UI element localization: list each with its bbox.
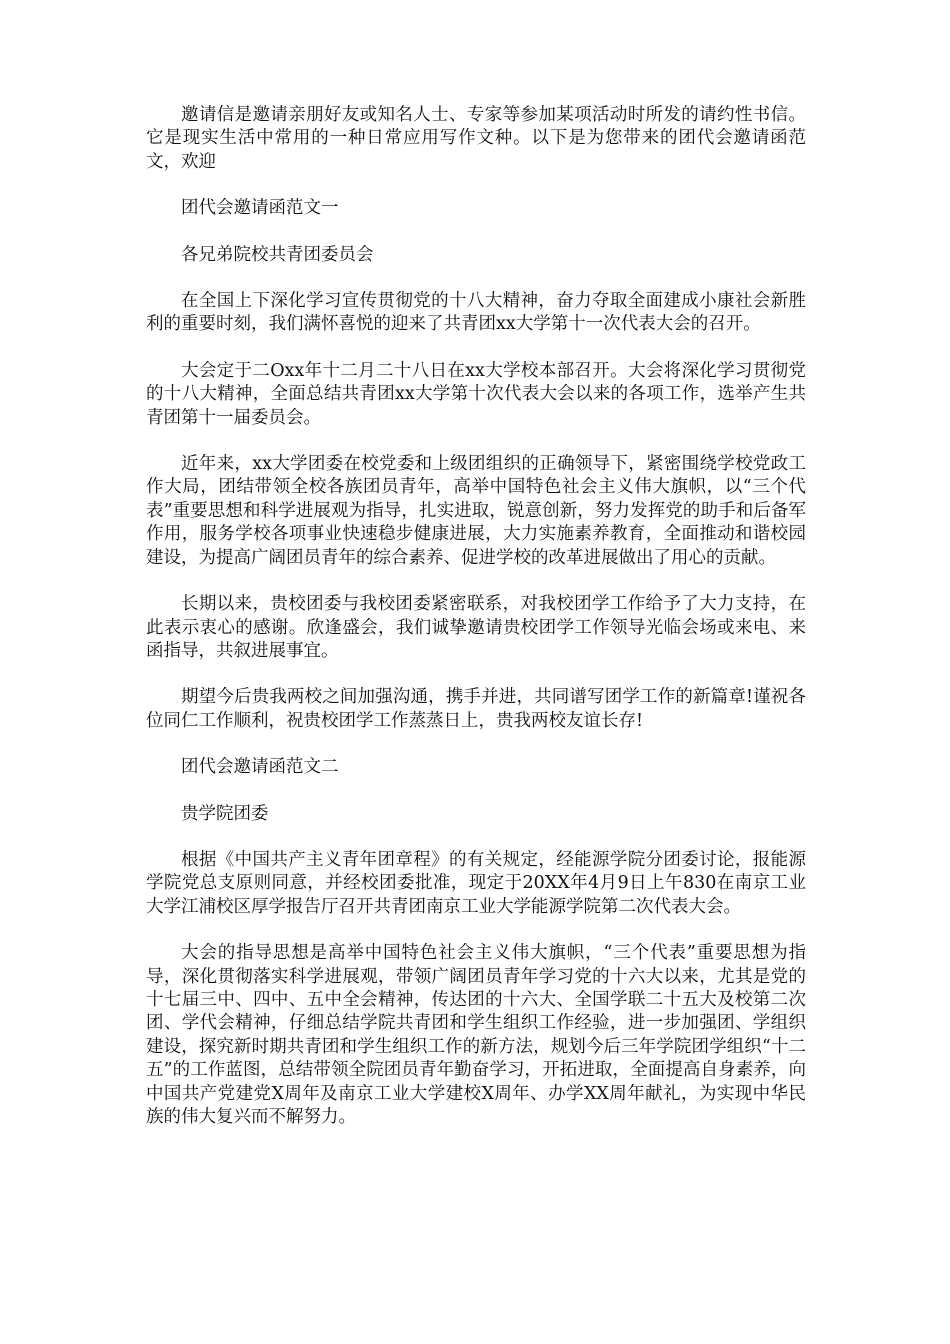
salutation-one: 各兄弟院校共青团委员会 bbox=[181, 244, 374, 265]
body-paragraph: 大会定于二Oxx年十二月二十八日在xx大学校本部召开。大会将深化学习贯彻党的十八大精神，全面总结共青团xx大学第十次代表大会以来的各项工作，选举产生共青团第十一届委员会。 bbox=[146, 360, 806, 428]
body-paragraph: 根据《中国共产主义青年团章程》的有关规定，经能源学院分团委讨论，报能源学院党总支原则同意，并经校团委批准，现定于20XX年4月9日上午830在南京工业大学江浦校区厚学报告厅召开共青团南京工业大学能源学院第二次代表大会。 bbox=[146, 849, 806, 917]
body-paragraph: 近年来，xx大学团委在校党委和上级团组织的正确领导下，紧密围绕学校党政工作大局，团结带领全校各族团员青年，高举中国特色社会主义伟大旗帜，以“三个代表”重要思想和科学进展观为指导，扎实进取，锐意创新，努力发挥党的助手和后备军作用，服务学校各项事业快速稳步健康进展，大力实施素养教育，全面推动和谐校园建设，为提高广阔团员青年的综合素养、促进学校的改革进展做出了用心的贡献。 bbox=[146, 454, 806, 568]
section-heading-one: 团代会邀请函范文一 bbox=[181, 198, 339, 219]
body-paragraph: 大会的指导思想是高举中国特色社会主义伟大旗帜，“三个代表”重要思想为指导，深化贯彻落实科学进展观，带领广阔团员青年学习党的十六大以来，尤其是党的十七届三中、四中、五中全会精神，传达团的十六大、全国学联二十五大及校第二次团、学代会精神，仔细总结学院共青团和学生组织工作经验，进一步加强团、学组织建设，探究新时期共青团和学生组织工作的新方法，规划今后三年学院团学组织“十二五”的工作蓝图，总结带领全院团员青年勤奋学习，开拓进取，全面提高自身素养，向中国共产党建党X周年及南京工业大学建校X周年、办学XX周年献礼，为实现中华民族的伟大复兴而不解努力。 bbox=[146, 943, 806, 1127]
body-paragraph: 在全国上下深化学习宣传贯彻党的十八大精神，奋力夺取全面建成小康社会新胜利的重要时刻，我们满怀喜悦的迎来了共青团xx大学第十一次代表大会的召开。 bbox=[146, 291, 806, 335]
intro-paragraph: 邀请信是邀请亲朋好友或知名人士、专家等参加某项活动时所发的请约性书信。它是现实生活中常用的一种日常应用写作文种。以下是为您带来的团代会邀请函范文，欢迎 bbox=[146, 105, 806, 172]
body-paragraph: 期望今后贵我两校之间加强沟通，携手并进，共同谱写团学工作的新篇章!谨祝各位同仁工作顺利，祝贵校团学工作蒸蒸日上，贵我两校友谊长存! bbox=[146, 687, 806, 731]
body-paragraph: 长期以来，贵校团委与我校团委紧密联系，对我校团学工作给予了大力支持，在此表示衷心的感谢。欣逢盛会，我们诚挚邀请贵校团学工作领导光临会场或来电、来函指导，共叙进展事宜。 bbox=[146, 594, 806, 661]
section-heading-two: 团代会邀请函范文二 bbox=[181, 757, 339, 778]
document-body bbox=[146, 104, 806, 1152]
salutation-two: 贵学院团委 bbox=[181, 803, 269, 824]
